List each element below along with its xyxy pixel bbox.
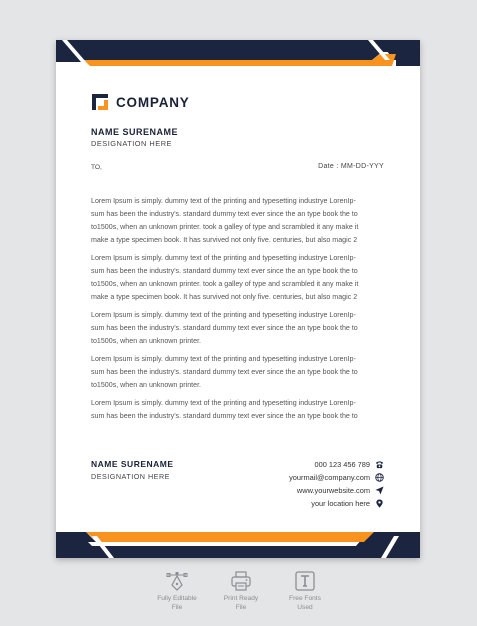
body-paragraph — [91, 397, 387, 423]
paragraph-line: sum has been the industry's. standard dummy text ever since the an type book the to — [91, 210, 358, 218]
paragraph-line: make a type specimen book. It has survived not only five. centuries, but also magic 2 — [91, 293, 358, 301]
contact-phone — [315, 458, 384, 470]
paragraph-line: sum has been the industry's. standard dummy text ever since the an type book the to — [91, 412, 358, 420]
feature-line-1: Free Fonts — [289, 595, 321, 602]
paragraph-line: Lorem Ipsum is simply. dummy text of the printing and typesetting industrye LorenIp- — [91, 399, 356, 407]
contact-text: your location here — [311, 498, 370, 508]
feature-line-1: Fully Editable — [157, 595, 197, 602]
paragraph-line: to1500s, when an unknown printer. took a galley of type and scrambled it any make it — [91, 280, 359, 288]
paragraph-line: make a type specimen book. It has survived not only five. centuries, but also magic 2 — [91, 236, 358, 244]
feature-line-2: File — [171, 603, 183, 611]
paragraph-line: sum has been the industry's. standard dummy text ever since the an type book the to — [91, 267, 358, 275]
letterhead-page — [56, 40, 420, 558]
paragraph-line: sum has been the industry's. standard dummy text ever since the an type book the to — [91, 368, 358, 376]
contact-text: 000 123 456 789 — [314, 459, 370, 469]
paragraph-line: to1500s, when an unknown printer. — [91, 381, 202, 389]
footer-orange-stripe — [86, 532, 374, 542]
header-navy-main — [64, 40, 420, 60]
paragraph-line: Lorem Ipsum is simply. dummy text of the printing and typesetting industrye LorenIp- — [91, 254, 356, 262]
paragraph-line: to1500s, when an unknown printer. took a galley of type and scrambled it any make it — [91, 223, 359, 231]
footer-designation: DESIGNATION HERE — [91, 472, 170, 481]
footer-decoration — [56, 532, 420, 558]
printer-icon — [230, 570, 252, 592]
body-paragraph — [91, 309, 387, 348]
pen-tool-icon — [166, 570, 188, 592]
paragraph-line: Lorem Ipsum is simply. dummy text of the printing and typesetting industrye LorenIp- — [91, 311, 356, 319]
contact-text: yourmail@company.com — [289, 472, 370, 482]
send-icon — [375, 486, 384, 495]
company-name: COMPANY — [116, 95, 190, 110]
feature-list — [145, 570, 337, 612]
sender-name: NAME SURENAME — [91, 127, 179, 137]
paragraph-line: Lorem Ipsum is simply. dummy text of the printing and typesetting industrye LorenIp- — [91, 197, 356, 205]
contact-location — [311, 497, 384, 509]
feature-free-fonts — [273, 570, 337, 612]
header-navy-right — [396, 50, 420, 66]
body-paragraph — [91, 195, 387, 247]
phone-icon — [375, 460, 384, 469]
contact-text: www.yourwebsite.com — [296, 485, 370, 495]
feature-editable — [145, 570, 209, 612]
date-label: Date : MM-DD-YYY — [318, 163, 384, 170]
feature-line-2: Used — [297, 603, 313, 611]
square-bracket-logo-icon — [92, 94, 108, 110]
globe-icon — [375, 473, 384, 482]
font-icon — [294, 570, 316, 592]
contact-email — [289, 471, 384, 483]
paragraph-line: Lorem Ipsum is simply. dummy text of the printing and typesetting industrye LorenIp- — [91, 355, 356, 363]
paragraph-line: sum has been the industry's. standard dummy text ever since the an type book the to — [91, 324, 358, 332]
contact-website — [297, 484, 384, 496]
body-paragraph — [91, 353, 387, 392]
body-paragraph — [91, 252, 387, 304]
feature-print-ready — [209, 570, 273, 612]
header-decoration — [56, 40, 420, 66]
location-pin-icon — [375, 499, 384, 508]
sender-designation: DESIGNATION HERE — [91, 139, 172, 148]
footer-name: NAME SURENAME — [91, 459, 174, 469]
feature-line-2: File — [235, 603, 247, 611]
to-label: TO, — [91, 164, 102, 171]
feature-line-1: Print Ready — [223, 595, 259, 602]
paragraph-line: to1500s, when an unknown printer. — [91, 337, 202, 345]
